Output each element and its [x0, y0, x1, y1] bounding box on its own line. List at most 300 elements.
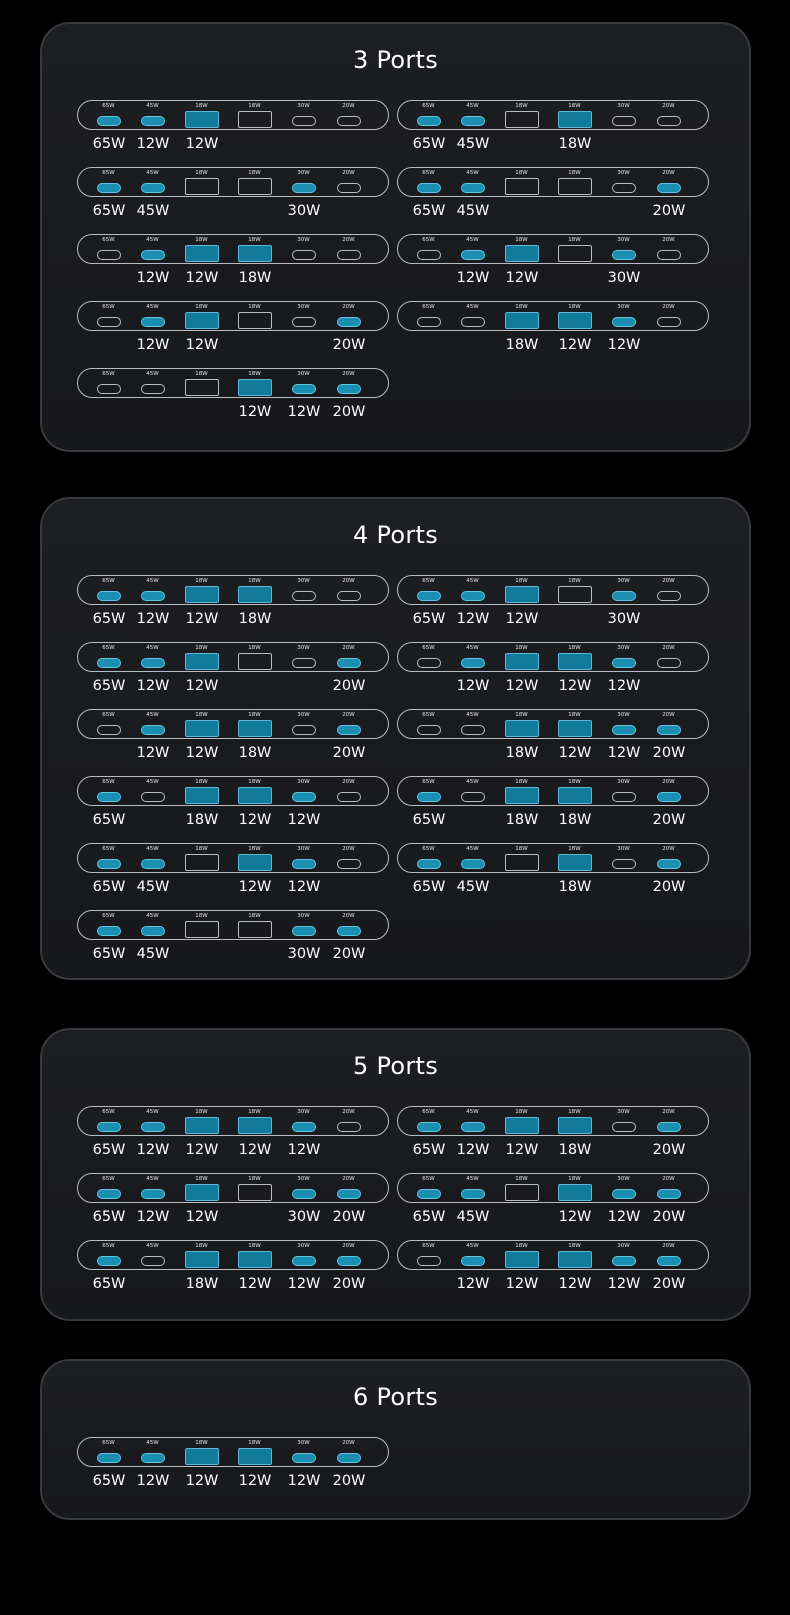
output-wattage: 12W	[607, 337, 641, 353]
port-rating-label: 65W	[102, 578, 115, 584]
usb-a-port-icon	[238, 1184, 272, 1201]
usb-c-port-icon	[97, 725, 121, 735]
port-rating-label: 30W	[297, 578, 310, 584]
port-slot	[133, 1107, 173, 1135]
usb-c-port-icon	[292, 926, 316, 936]
port-rating-label: 30W	[617, 846, 630, 852]
port-combination-strip	[77, 368, 389, 398]
output-wattage: 12W	[185, 337, 219, 353]
output-wattage: 18W	[558, 136, 592, 152]
output-wattage: 18W	[505, 337, 539, 353]
port-rating-label: 65W	[422, 578, 435, 584]
output-wattage: 12W	[185, 611, 219, 627]
port-rating-label: 30W	[617, 1243, 630, 1249]
port-slot	[604, 844, 644, 872]
output-wattage: 20W	[652, 1209, 686, 1225]
usb-a-port-icon	[558, 1251, 592, 1268]
port-slot	[133, 576, 173, 604]
usb-c-port-icon	[141, 792, 165, 802]
usb-a-port-icon	[558, 1117, 592, 1134]
port-rating-label: 30W	[297, 1440, 310, 1446]
port-rating-label: 20W	[662, 1109, 675, 1115]
port-slot	[453, 1241, 493, 1269]
usb-a-port-icon	[558, 787, 592, 804]
port-slot	[502, 844, 542, 872]
port-slot	[284, 168, 324, 196]
usb-c-port-icon	[292, 317, 316, 327]
port-rating-label: 30W	[617, 170, 630, 176]
port-rating-label: 30W	[617, 1109, 630, 1115]
port-slot	[409, 643, 449, 671]
port-rating-label: 65W	[102, 913, 115, 919]
port-slot	[133, 643, 173, 671]
port-rating-label: 45W	[146, 578, 159, 584]
usb-c-port-icon	[417, 725, 441, 735]
output-wattage: 20W	[652, 1276, 686, 1292]
port-rating-label: 30W	[297, 1243, 310, 1249]
output-wattage: 12W	[136, 1209, 170, 1225]
port-rating-label: 18W	[515, 712, 528, 718]
port-rating-label: 18W	[568, 237, 581, 243]
usb-c-port-icon	[657, 317, 681, 327]
port-rating-label: 20W	[342, 913, 355, 919]
port-rating-label: 65W	[422, 237, 435, 243]
output-wattage: 12W	[505, 678, 539, 694]
port-slot	[604, 168, 644, 196]
usb-a-port-icon	[185, 111, 219, 128]
port-rating-label: 45W	[466, 1109, 479, 1115]
output-wattage: 65W	[412, 879, 446, 895]
usb-c-port-icon	[612, 317, 636, 327]
output-wattage: 12W	[558, 1276, 592, 1292]
port-slot	[502, 235, 542, 263]
port-slot	[133, 369, 173, 397]
output-wattage: 12W	[238, 1473, 272, 1489]
port-rating-label: 18W	[515, 779, 528, 785]
port-slot	[284, 369, 324, 397]
port-rating-label: 18W	[195, 170, 208, 176]
output-wattage: 12W	[185, 1209, 219, 1225]
port-slot	[329, 168, 369, 196]
output-wattage: 12W	[287, 404, 321, 420]
port-rating-label: 45W	[146, 304, 159, 310]
port-rating-label: 45W	[466, 645, 479, 651]
port-rating-label: 45W	[146, 1440, 159, 1446]
usb-c-port-icon	[292, 1122, 316, 1132]
port-slot	[329, 101, 369, 129]
port-slot	[89, 1438, 129, 1466]
usb-c-port-icon	[292, 725, 316, 735]
output-wattage: 20W	[332, 745, 366, 761]
port-rating-label: 18W	[568, 779, 581, 785]
output-wattage: 65W	[92, 611, 126, 627]
port-rating-label: 18W	[515, 1176, 528, 1182]
port-rating-label: 45W	[146, 371, 159, 377]
port-rating-label: 30W	[297, 304, 310, 310]
port-rating-label: 18W	[248, 578, 261, 584]
port-slot	[89, 1174, 129, 1202]
port-slot	[649, 1174, 689, 1202]
port-rating-label: 30W	[617, 237, 630, 243]
usb-c-port-icon	[292, 384, 316, 394]
port-slot	[89, 710, 129, 738]
port-rating-label: 20W	[662, 578, 675, 584]
usb-c-port-icon	[97, 591, 121, 601]
usb-a-port-icon	[185, 1184, 219, 1201]
usb-a-port-icon	[505, 1117, 539, 1134]
port-rating-label: 65W	[422, 1109, 435, 1115]
port-slot	[453, 777, 493, 805]
port-rating-label: 65W	[422, 645, 435, 651]
output-wattage: 65W	[412, 136, 446, 152]
usb-c-port-icon	[612, 1189, 636, 1199]
output-wattage: 12W	[238, 1142, 272, 1158]
usb-c-port-icon	[461, 317, 485, 327]
usb-c-port-icon	[612, 591, 636, 601]
port-slot	[133, 302, 173, 330]
panel-title: 4 Ports	[352, 521, 439, 549]
output-wattage: 12W	[287, 812, 321, 828]
port-rating-label: 30W	[297, 1176, 310, 1182]
port-rating-label: 18W	[195, 712, 208, 718]
output-wattage: 20W	[332, 1209, 366, 1225]
usb-a-port-icon	[238, 245, 272, 262]
usb-c-port-icon	[461, 658, 485, 668]
usb-a-port-icon	[185, 653, 219, 670]
port-slot	[182, 643, 222, 671]
output-wattage: 65W	[412, 812, 446, 828]
output-wattage: 45W	[136, 879, 170, 895]
usb-c-port-icon	[461, 1189, 485, 1199]
port-rating-label: 45W	[146, 1109, 159, 1115]
output-wattage: 12W	[136, 1473, 170, 1489]
output-wattage: 65W	[412, 203, 446, 219]
port-slot	[555, 101, 595, 129]
usb-c-port-icon	[417, 183, 441, 193]
port-slot	[329, 643, 369, 671]
port-slot	[502, 168, 542, 196]
usb-c-port-icon	[141, 1256, 165, 1266]
port-slot	[329, 777, 369, 805]
port-rating-label: 20W	[662, 1243, 675, 1249]
port-slot	[409, 710, 449, 738]
port-slot	[649, 1241, 689, 1269]
port-rating-label: 18W	[568, 1243, 581, 1249]
usb-c-port-icon	[292, 1453, 316, 1463]
port-rating-label: 18W	[568, 170, 581, 176]
port-slot	[284, 1438, 324, 1466]
port-slot	[409, 168, 449, 196]
port-slot	[89, 302, 129, 330]
usb-c-port-icon	[417, 317, 441, 327]
port-slot	[555, 710, 595, 738]
usb-a-port-icon	[185, 720, 219, 737]
port-rating-label: 20W	[342, 846, 355, 852]
usb-c-port-icon	[612, 183, 636, 193]
usb-c-port-icon	[461, 792, 485, 802]
output-wattage: 65W	[92, 203, 126, 219]
output-wattage: 18W	[505, 745, 539, 761]
port-slot	[284, 1174, 324, 1202]
port-rating-label: 30W	[297, 712, 310, 718]
port-slot	[235, 369, 275, 397]
output-wattage: 12W	[456, 611, 490, 627]
usb-c-port-icon	[97, 116, 121, 126]
port-rating-label: 18W	[195, 779, 208, 785]
usb-c-port-icon	[461, 1256, 485, 1266]
port-rating-label: 18W	[248, 1109, 261, 1115]
output-wattage: 12W	[185, 678, 219, 694]
panel-title: 3 Ports	[352, 46, 439, 74]
usb-c-port-icon	[141, 317, 165, 327]
port-rating-label: 65W	[102, 103, 115, 109]
usb-c-port-icon	[612, 250, 636, 260]
port-combination-strip	[77, 1240, 389, 1270]
output-wattage: 12W	[456, 1142, 490, 1158]
port-rating-label: 30W	[297, 371, 310, 377]
usb-c-port-icon	[657, 1256, 681, 1266]
port-slot	[329, 710, 369, 738]
output-wattage: 30W	[287, 946, 321, 962]
output-wattage: 12W	[287, 879, 321, 895]
port-rating-label: 30W	[297, 1109, 310, 1115]
port-slot	[604, 1107, 644, 1135]
usb-a-port-icon	[238, 312, 272, 329]
port-rating-label: 45W	[466, 1176, 479, 1182]
port-slot	[133, 168, 173, 196]
port-slot	[649, 576, 689, 604]
port-slot	[235, 101, 275, 129]
usb-c-port-icon	[337, 725, 361, 735]
port-slot	[235, 576, 275, 604]
output-wattage: 12W	[185, 1142, 219, 1158]
output-wattage: 12W	[505, 1142, 539, 1158]
usb-c-port-icon	[461, 116, 485, 126]
usb-c-port-icon	[337, 317, 361, 327]
output-wattage: 18W	[238, 270, 272, 286]
port-rating-label: 30W	[617, 578, 630, 584]
port-rating-label: 18W	[248, 846, 261, 852]
output-wattage: 12W	[287, 1473, 321, 1489]
usb-a-port-icon	[185, 178, 219, 195]
usb-c-port-icon	[292, 116, 316, 126]
port-slot	[502, 1174, 542, 1202]
usb-c-port-icon	[97, 250, 121, 260]
usb-c-port-icon	[97, 1122, 121, 1132]
output-wattage: 12W	[136, 745, 170, 761]
usb-a-port-icon	[238, 379, 272, 396]
output-wattage: 65W	[92, 1473, 126, 1489]
port-rating-label: 20W	[342, 578, 355, 584]
output-wattage: 30W	[287, 203, 321, 219]
port-slot	[502, 1241, 542, 1269]
usb-a-port-icon	[185, 245, 219, 262]
usb-c-port-icon	[612, 859, 636, 869]
port-slot	[409, 844, 449, 872]
usb-c-port-icon	[461, 591, 485, 601]
port-slot	[649, 710, 689, 738]
output-wattage: 20W	[652, 745, 686, 761]
usb-c-port-icon	[612, 116, 636, 126]
usb-a-port-icon	[505, 312, 539, 329]
port-rating-label: 18W	[515, 1243, 528, 1249]
port-slot	[409, 576, 449, 604]
port-slot	[284, 643, 324, 671]
usb-a-port-icon	[505, 720, 539, 737]
usb-a-port-icon	[558, 653, 592, 670]
port-slot	[604, 576, 644, 604]
port-slot	[182, 1241, 222, 1269]
port-combination-strip	[77, 843, 389, 873]
output-wattage: 12W	[136, 611, 170, 627]
usb-a-port-icon	[505, 178, 539, 195]
usb-c-port-icon	[337, 926, 361, 936]
port-rating-label: 65W	[102, 170, 115, 176]
usb-c-port-icon	[97, 792, 121, 802]
port-rating-label: 18W	[568, 103, 581, 109]
usb-c-port-icon	[657, 658, 681, 668]
usb-c-port-icon	[337, 859, 361, 869]
usb-c-port-icon	[141, 1189, 165, 1199]
port-combination-strip	[397, 642, 709, 672]
port-rating-label: 18W	[515, 1109, 528, 1115]
port-combination-strip	[77, 100, 389, 130]
output-wattage: 12W	[558, 337, 592, 353]
port-slot	[502, 643, 542, 671]
port-slot	[649, 777, 689, 805]
port-slot	[453, 643, 493, 671]
port-slot	[409, 1241, 449, 1269]
output-wattage: 20W	[652, 812, 686, 828]
usb-c-port-icon	[657, 183, 681, 193]
port-combination-strip	[397, 843, 709, 873]
port-rating-label: 20W	[342, 1109, 355, 1115]
output-wattage: 45W	[456, 879, 490, 895]
port-rating-label: 18W	[195, 913, 208, 919]
port-combination-strip	[397, 575, 709, 605]
port-slot	[649, 1107, 689, 1135]
usb-a-port-icon	[505, 787, 539, 804]
port-slot	[555, 576, 595, 604]
port-combination-strip	[77, 1106, 389, 1136]
usb-c-port-icon	[97, 1453, 121, 1463]
port-slot	[329, 235, 369, 263]
port-rating-label: 30W	[617, 779, 630, 785]
usb-a-port-icon	[505, 111, 539, 128]
output-wattage: 12W	[287, 1142, 321, 1158]
usb-a-port-icon	[505, 1184, 539, 1201]
output-wattage: 65W	[412, 1142, 446, 1158]
port-rating-label: 45W	[146, 1176, 159, 1182]
port-rating-label: 45W	[146, 170, 159, 176]
usb-c-port-icon	[417, 1189, 441, 1199]
port-rating-label: 45W	[146, 1243, 159, 1249]
port-rating-label: 65W	[422, 1176, 435, 1182]
port-slot	[555, 844, 595, 872]
usb-a-port-icon	[558, 586, 592, 603]
port-slot	[649, 101, 689, 129]
usb-c-port-icon	[337, 792, 361, 802]
port-combination-strip	[77, 709, 389, 739]
port-rating-label: 30W	[297, 170, 310, 176]
output-wattage: 18W	[238, 611, 272, 627]
usb-a-port-icon	[185, 312, 219, 329]
usb-c-port-icon	[292, 1256, 316, 1266]
usb-c-port-icon	[657, 859, 681, 869]
usb-c-port-icon	[141, 658, 165, 668]
output-wattage: 45W	[456, 136, 490, 152]
usb-c-port-icon	[417, 250, 441, 260]
port-rating-label: 65W	[422, 1243, 435, 1249]
output-wattage: 45W	[456, 203, 490, 219]
port-combination-strip	[397, 167, 709, 197]
usb-c-port-icon	[657, 250, 681, 260]
usb-a-port-icon	[238, 586, 272, 603]
usb-c-port-icon	[337, 183, 361, 193]
port-rating-label: 18W	[568, 304, 581, 310]
port-rating-label: 20W	[342, 170, 355, 176]
port-rating-label: 18W	[248, 1440, 261, 1446]
output-wattage: 30W	[607, 611, 641, 627]
port-slot	[284, 777, 324, 805]
port-rating-label: 18W	[248, 304, 261, 310]
port-rating-label: 20W	[662, 645, 675, 651]
port-rating-label: 30W	[617, 304, 630, 310]
output-wattage: 20W	[652, 1142, 686, 1158]
output-wattage: 12W	[558, 678, 592, 694]
usb-c-port-icon	[141, 1453, 165, 1463]
port-slot	[409, 1107, 449, 1135]
port-rating-label: 65W	[422, 304, 435, 310]
port-rating-label: 18W	[195, 846, 208, 852]
port-rating-label: 65W	[422, 103, 435, 109]
port-slot	[555, 643, 595, 671]
port-slot	[133, 844, 173, 872]
usb-c-port-icon	[461, 1122, 485, 1132]
usb-c-port-icon	[97, 317, 121, 327]
usb-a-port-icon	[505, 245, 539, 262]
usb-c-port-icon	[461, 859, 485, 869]
output-wattage: 65W	[412, 1209, 446, 1225]
port-rating-label: 65W	[102, 237, 115, 243]
usb-c-port-icon	[417, 792, 441, 802]
usb-c-port-icon	[141, 725, 165, 735]
port-slot	[453, 1174, 493, 1202]
output-wattage: 12W	[607, 745, 641, 761]
port-rating-label: 20W	[662, 170, 675, 176]
port-combination-strip	[77, 575, 389, 605]
usb-a-port-icon	[238, 178, 272, 195]
usb-c-port-icon	[141, 250, 165, 260]
port-slot	[604, 235, 644, 263]
usb-c-port-icon	[292, 183, 316, 193]
port-rating-label: 20W	[342, 1440, 355, 1446]
port-rating-label: 30W	[297, 103, 310, 109]
usb-c-port-icon	[337, 1453, 361, 1463]
usb-a-port-icon	[238, 720, 272, 737]
usb-a-port-icon	[558, 720, 592, 737]
port-slot	[502, 1107, 542, 1135]
port-rating-label: 20W	[342, 237, 355, 243]
output-wattage: 45W	[136, 203, 170, 219]
port-slot	[133, 1241, 173, 1269]
port-slot	[329, 1107, 369, 1135]
output-wattage: 12W	[238, 812, 272, 828]
port-slot	[182, 1174, 222, 1202]
port-slot	[502, 710, 542, 738]
port-slot	[329, 1174, 369, 1202]
panel-title: 5 Ports	[352, 1052, 439, 1080]
